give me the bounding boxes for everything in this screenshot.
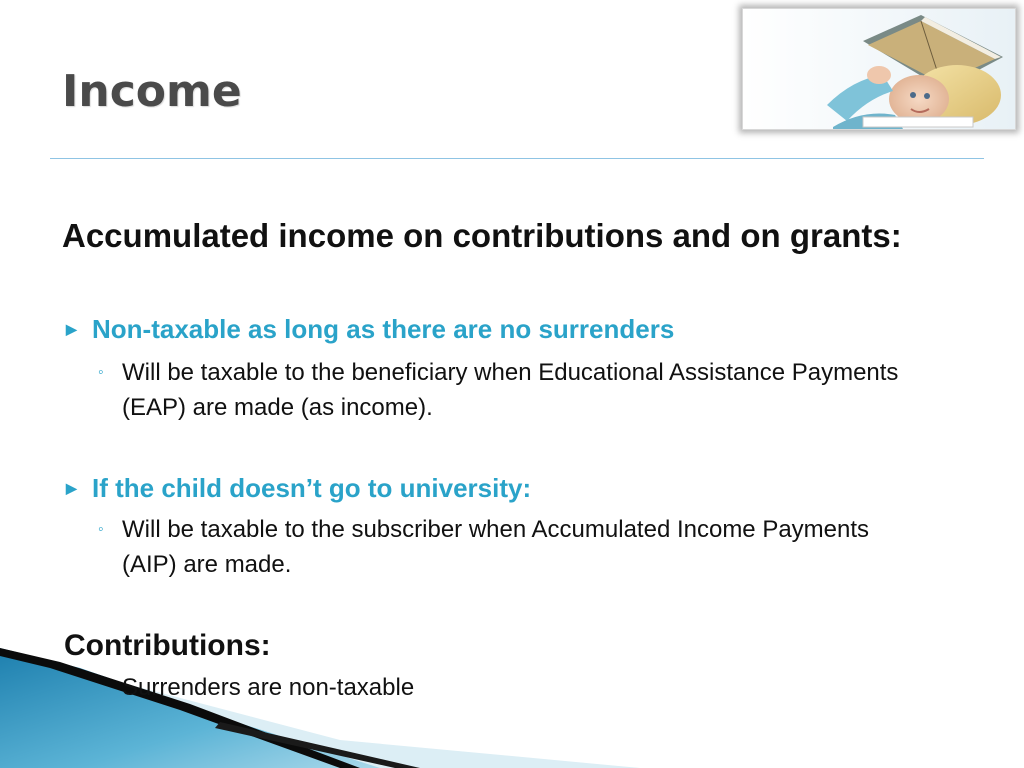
subbullet-beneficiary-text: Will be taxable to the beneficiary when Educational Assistance Payments (EAP) are made (as income). [122,359,899,421]
triangle-right-icon: ▶ [66,480,77,496]
bullet-no-university-text: If the child doesn’t go to university: [92,473,532,503]
bullet-non-taxable-text: Non-taxable as long as there are no surrenders [92,314,675,344]
triangle-right-icon: ▶ [66,321,77,337]
ring-bullet-icon: ◦ [98,364,104,381]
slide-title: Income [62,66,242,117]
heading-contributions: Contributions: [64,629,271,662]
heading-accumulated-income: Accumulated income on contributions and on grants: [62,217,902,254]
subbullet-surrenders-text: Surrenders are non-taxable [122,674,415,701]
subbullet-subscriber-text: Will be taxable to the subscriber when Accumulated Income Payments (AIP) are made. [122,516,870,578]
ring-bullet-icon: ◦ [98,521,104,538]
subbullet-surrenders [98,670,928,705]
